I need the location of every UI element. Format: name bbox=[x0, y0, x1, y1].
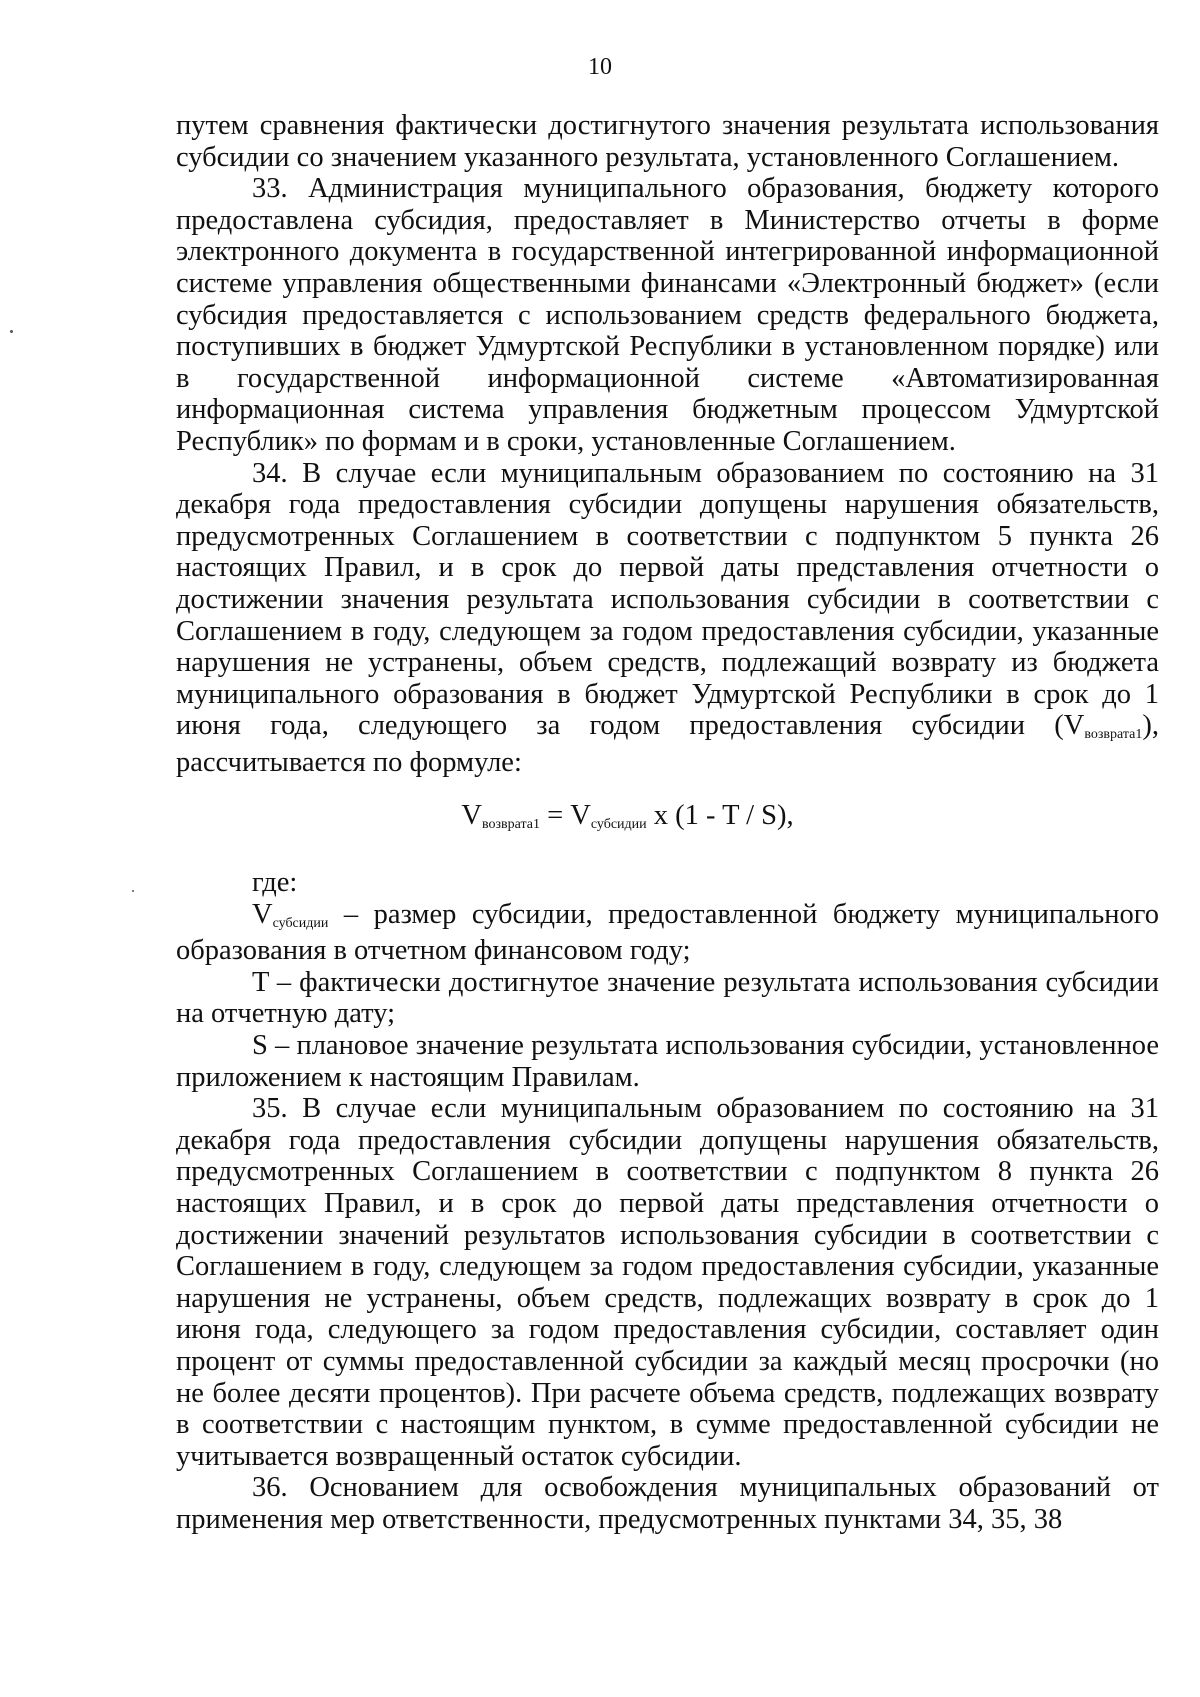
formula-lhs-subscript: возврата1 bbox=[481, 817, 540, 833]
paragraph-34-text: 34. В случае если муниципальным образованием по состоянию на 31 декабря года предоставления субсидии допущены нарушения обязательств, предусмотренных Соглашением в соответствии с подпунктом 5 пункта 26 настоящих Правил, и в срок до первой даты представления отчетности о достижении значения результата использования субсидии в соответствии с Соглашением в году, следующем за годом предоставления субсидии, указанные нарушения не устранены, объем средств, подлежащий возврату из бюджета муниципального образования в бюджет Удмуртской Республики в срок до 1 июня года, следующего за годом предоставления субсидии (V bbox=[176, 457, 1159, 742]
paragraph-36: 36. Основанием для освобождения муниципальных образований от применения мер ответственности, предусмотренных пунктами 34, 35, 38 bbox=[176, 1472, 1159, 1535]
where-label: где: bbox=[252, 867, 298, 899]
definition-v-symbol: V bbox=[252, 898, 273, 930]
definition-t: T – фактически достигнутое значение результата использования субсидии на отчетную дату; bbox=[176, 966, 1159, 1030]
page-number: 10 bbox=[588, 54, 612, 80]
paragraph-34 bbox=[176, 458, 1159, 779]
paragraph-35: 35. В случае если муниципальным образованием по состоянию на 31 декабря года предоставления субсидии допущены нарушения обязательств, предусмотренных Соглашением в соответствии с подпунктом 8 пункта 26 настоящих Правил, и в срок до первой даты представления отчетности о достижении значений результатов использования субсидии в соответствии с Соглашением в году, следующем за годом предоставления субсидии, указанные нарушения не устранены, объем средств, подлежащих возврату в срок до 1 июня года, следующего за годом предоставления субсидии, составляет один процент от суммы предоставленной субсидии за каждый месяц просрочки (но не более десяти процентов). При расчете объема средств, подлежащих возврату в соответствии с настоящим пунктом, в сумме предоставленной субсидии не учитывается возвращенный остаток субсидии. bbox=[176, 1093, 1159, 1472]
paragraph-34-subscript: возврата1 bbox=[1084, 727, 1143, 743]
formula-rhs-rest: x (1 - T / S), bbox=[646, 800, 794, 832]
paragraph-33: 33. Администрация муниципального образования, бюджету которого предоставлена субсидия, предоставляет в Министерство отчеты в форме электронного документа в государственной интегрированной информационной системе управления общественными финансами «Электронный бюджет» (если субсидия предоставляется с использованием средств федерального бюджета, поступивших в бюджет Удмуртской Республики в установленном порядке) или в государственной информационной системе «Автоматизированная информационная система управления бюджетным процессом Удмуртской Республик» по формам и в сроки, установленные Соглашением. bbox=[176, 173, 1159, 457]
scan-speck bbox=[10, 330, 13, 333]
paragraph-continuation: путем сравнения фактически достигнутого значения результата использования субсидии со значением указанного результата, установленного Соглашением. bbox=[176, 110, 1159, 173]
definition-s: S – плановое значение результата использования субсидии, установленное приложением к настоящим Правилам. bbox=[176, 1030, 1159, 1093]
return-formula bbox=[176, 800, 1159, 837]
formula-lhs-symbol: V bbox=[461, 800, 482, 832]
definition-v-text: – размер субсидии, предоставленной бюджету муниципального образования в отчетном финансовом году; bbox=[176, 898, 1159, 967]
definition-v-subsidy bbox=[176, 899, 1159, 967]
document-body bbox=[176, 110, 1159, 1536]
paragraph-34-end: ), рассчитывается по формуле: bbox=[176, 710, 1159, 778]
formula-rhs-symbol: V bbox=[570, 800, 591, 832]
formula-equals: = bbox=[539, 800, 571, 832]
scan-speck bbox=[132, 890, 134, 892]
formula-rhs-subscript: субсидии bbox=[590, 817, 647, 833]
definition-v-subscript: субсидии bbox=[272, 915, 329, 931]
